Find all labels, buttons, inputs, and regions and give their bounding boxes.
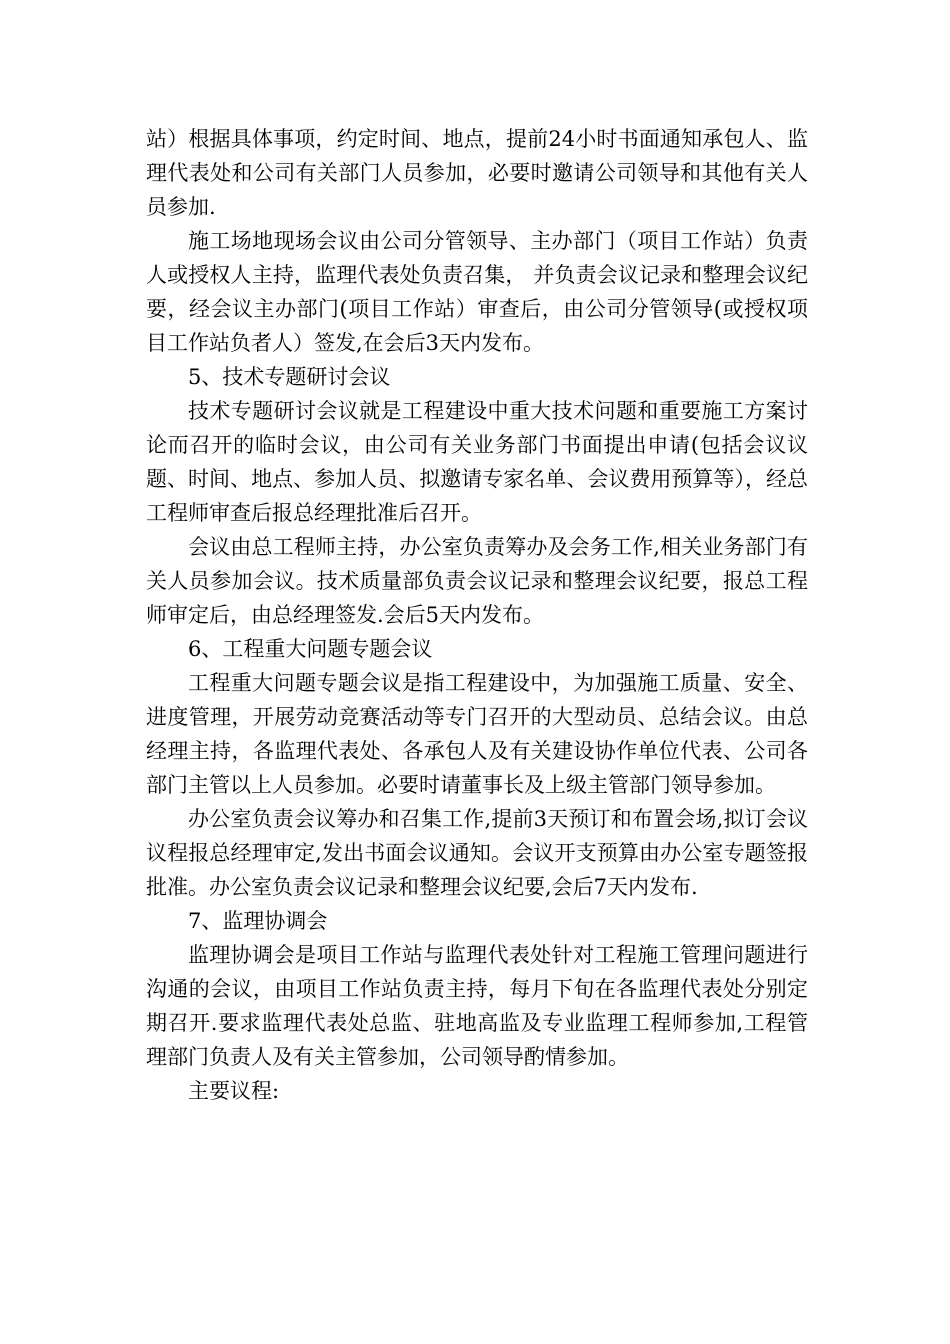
tech-seminar-host-paragraph: 会议由总工程师主持，办公室负责筹办及会务工作,相关业务部门有关人员参加会议。技术质量部负责会议记录和整理会议纪要，报总工程师审定后，由总经理签发.会后5天内发布。 bbox=[146, 535, 808, 627]
major-issue-office-paragraph: 办公室负责会议筹办和召集工作,提前3天预订和布置会场,拟订会议议程报总经理审定,发出书面会议通知。会议开支预算由办公室专题签报批准。办公室负责会议记录和整理会议纪要,会后7天内发布. bbox=[146, 807, 808, 899]
main-agenda-heading: 主要议程: bbox=[188, 1079, 280, 1103]
major-issue-paragraph: 工程重大问题专题会议是指工程建设中，为加强施工质量、安全、进度管理，开展劳动竞赛活动等专门召开的大型动员、总结会议。由总经理主持，各监理代表处、各承包人及有关建设协作单位代表、公司各部门主管以上人员参加。必要时请董事长及上级主管部门领导参加。 bbox=[146, 671, 808, 797]
site-meeting-paragraph: 施工场地现场会议由公司分管领导、主办部门（项目工作站）负责人或授权人主持，监理代表处负责召集， 并负责会议记录和整理会议纪要，经会议主办部门(项目工作站）审查后，由公司分管领导(或授权项目工作站负者人）签发,在会后3天内发布。 bbox=[146, 229, 808, 355]
section-heading-6: 6、工程重大问题专题会议 bbox=[188, 637, 433, 661]
section-heading-7: 7、监理协调会 bbox=[188, 909, 328, 933]
tech-seminar-paragraph: 技术专题研讨会议就是工程建设中重大技术问题和重要施工方案讨论而召开的临时会议，由公司有关业务部门书面提出申请(包括会议议题、时间、地点、参加人员、拟邀请专家名单、会议费用预算等），经总工程师审查后报总经理批准后召开。 bbox=[146, 399, 808, 525]
continuation-paragraph: 站）根据具体事项，约定时间、地点，提前24小时书面通知承包人、监理代表处和公司有关部门人员参加，必要时邀请公司领导和其他有关人员参加. bbox=[146, 127, 808, 219]
section-heading-5: 5、技术专题研讨会议 bbox=[188, 365, 391, 389]
document-body bbox=[146, 122, 808, 1108]
supervision-meeting-paragraph: 监理协调会是项目工作站与监理代表处针对工程施工管理问题进行沟通的会议，由项目工作站负责主持，每月下旬在各监理代表处分别定期召开.要求监理代表处总监、驻地高监及专业监理工程师参加,工程管理部门负责人及有关主管参加，公司领导酌情参加。 bbox=[146, 943, 808, 1069]
